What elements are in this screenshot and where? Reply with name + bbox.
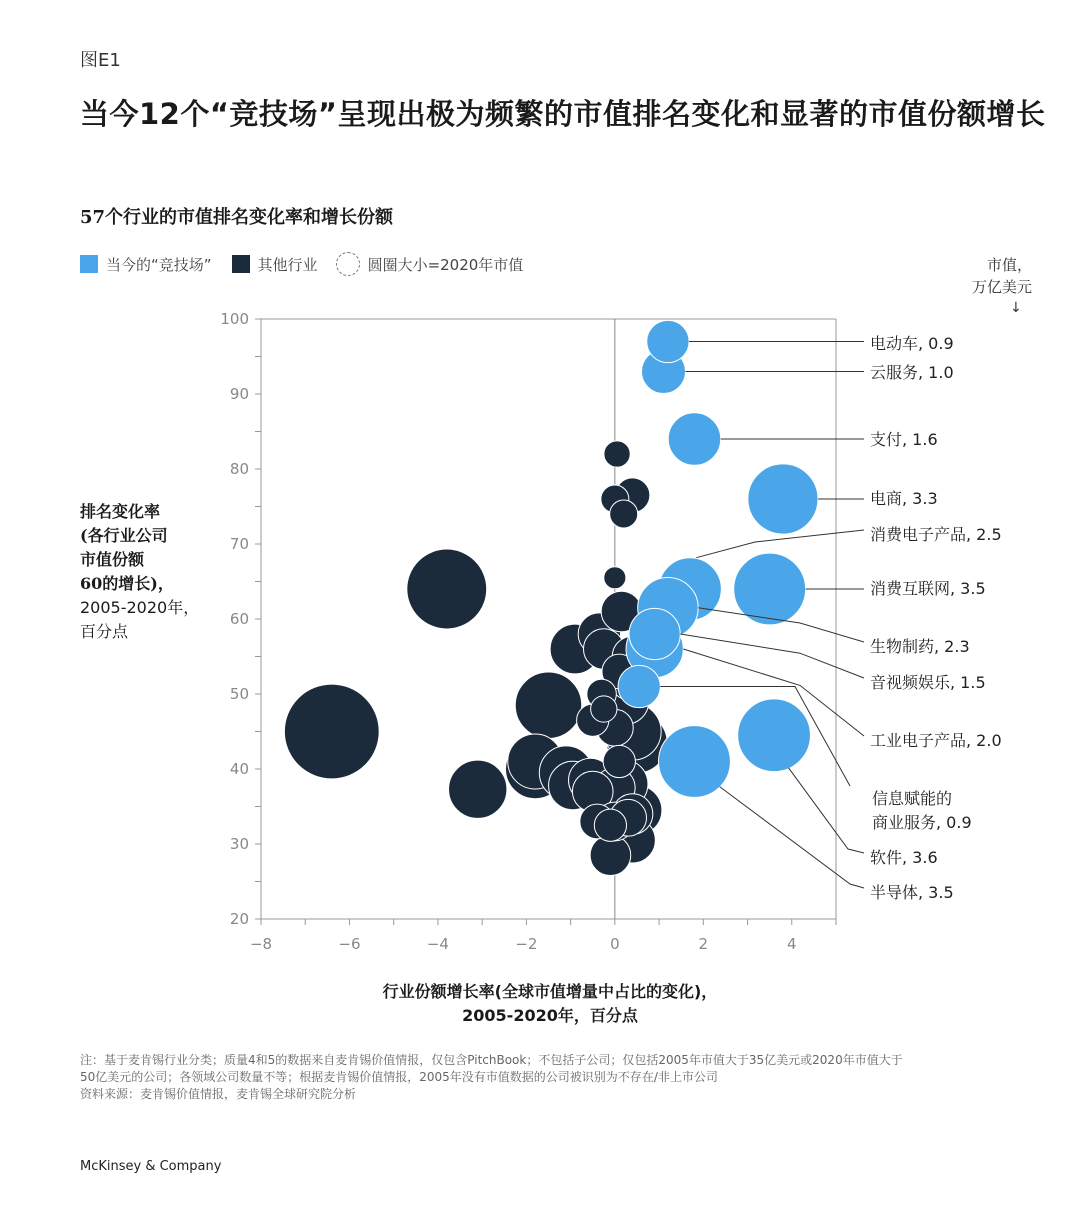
x-tick-label: −6 bbox=[338, 935, 361, 953]
arena-label: 电商, 3.3 bbox=[870, 489, 938, 508]
y-tick-label: 40 bbox=[229, 760, 249, 778]
other-industry-bubble bbox=[604, 441, 630, 467]
unit-line-2: 万亿美元 bbox=[971, 278, 1032, 296]
legend-label-arena: 当今的“竞技场” bbox=[106, 255, 212, 274]
callout-leader-line bbox=[789, 768, 864, 853]
arena-bubble bbox=[738, 699, 811, 772]
x-tick-label: 2 bbox=[698, 935, 709, 953]
ylabel-line: 市值份额 bbox=[80, 550, 145, 569]
ylabel-line: (各行业公司 bbox=[80, 526, 168, 545]
arena-label: 音视频娱乐, 1.5 bbox=[870, 673, 986, 692]
legend-label-size: 圆圈大小=2020年市值 bbox=[367, 255, 524, 274]
other-industry-bubble bbox=[449, 760, 507, 818]
arena-label: 半导体, 3.5 bbox=[870, 883, 954, 902]
other-industry-bubble bbox=[284, 684, 379, 779]
arena-label: 消费电子产品, 2.5 bbox=[870, 525, 1002, 544]
legend-label-other: 其他行业 bbox=[257, 255, 318, 274]
headline: 当今12个“竞技场”呈现出极为频繁的市值排名变化和显著的市值份额增长 bbox=[80, 97, 1046, 131]
footnote-line: 资料来源：麦肯锡价值情报，麦肯锡全球研究院分析 bbox=[80, 1087, 357, 1101]
x-tick-label: 4 bbox=[786, 935, 797, 953]
xlabel-line: 2005-2020年，百分点 bbox=[462, 1006, 638, 1025]
y-tick-label: 50 bbox=[229, 685, 249, 703]
other-industry-bubble bbox=[603, 745, 635, 777]
callout-leader-line bbox=[720, 787, 864, 888]
y-tick-label: 90 bbox=[229, 385, 249, 403]
other-industry-bubble bbox=[604, 567, 626, 589]
arena-label: 信息赋能的 bbox=[872, 789, 953, 808]
footnote-line: 注：基于麦肯锡行业分类；质量4和5的数据来自麦肯锡价值情报，仅包含PitchBook；不包括子公司；仅包括2005年市值大于35亿美元或2020年市值大于 bbox=[80, 1053, 903, 1067]
arena-label: 支付, 1.6 bbox=[870, 430, 938, 449]
arena-bubble bbox=[618, 665, 660, 707]
x-tick-label: −4 bbox=[426, 935, 449, 953]
x-axis-label bbox=[300, 980, 800, 1028]
ylabel-line: 百分点 bbox=[80, 622, 129, 641]
y-tick-label: 60 bbox=[229, 610, 249, 628]
other-industry-bubble bbox=[515, 672, 581, 738]
y-tick-label: 30 bbox=[229, 835, 249, 853]
other-industry-bubble bbox=[591, 696, 617, 722]
arena-label: 工业电子产品, 2.0 bbox=[870, 731, 1002, 750]
y-tick-label: 20 bbox=[229, 910, 249, 928]
ylabel-line: 排名变化率 bbox=[80, 502, 161, 521]
arena-label: 消费互联网, 3.5 bbox=[870, 579, 986, 598]
x-tick-label: −8 bbox=[249, 935, 273, 953]
brand-logo-text: McKinsey & Company bbox=[80, 1159, 222, 1174]
y-tick-label: 70 bbox=[229, 535, 249, 553]
arena-bubble bbox=[748, 464, 818, 534]
ylabel-line: 2005-2020年， bbox=[80, 598, 200, 617]
x-tick-label: 0 bbox=[610, 935, 620, 953]
x-tick-label: −2 bbox=[515, 935, 538, 953]
other-industry-bubble bbox=[407, 549, 487, 629]
unit-line-1: 市值， bbox=[986, 256, 1032, 274]
arena-label: 云服务, 1.0 bbox=[870, 363, 954, 382]
arena-bubble bbox=[647, 320, 689, 362]
ylabel-line: 60的增长)， bbox=[80, 574, 174, 593]
arena-label: 电动车, 0.9 bbox=[870, 334, 954, 353]
figure-label: 图E1 bbox=[80, 50, 121, 71]
y-tick-label: 80 bbox=[229, 460, 249, 478]
arena-bubble bbox=[668, 413, 720, 465]
arena-label: 生物制药, 2.3 bbox=[870, 637, 970, 656]
xlabel-line: 行业份额增长率(全球市值增量中占比的变化)， bbox=[382, 982, 718, 1001]
other-industry-bubble bbox=[594, 809, 626, 841]
arena-bubble bbox=[734, 553, 806, 625]
y-tick-label: 100 bbox=[220, 310, 249, 328]
arena-bubble bbox=[629, 608, 680, 659]
arena-label: 软件, 3.6 bbox=[870, 848, 938, 867]
chart-subtitle: 57个行业的市值排名变化率和增长份额 bbox=[80, 207, 394, 228]
footnote-line: 50亿美元的公司；各领域公司数量不等；根据麦肯锡价值情报，2005年没有市值数据的公司被识别为不存在/非上市公司 bbox=[80, 1070, 718, 1084]
footnote bbox=[80, 1052, 1045, 1103]
down-arrow-icon: ↓ bbox=[1010, 300, 1022, 316]
arena-label: 商业服务, 0.9 bbox=[872, 813, 972, 832]
other-industry-bubble bbox=[610, 500, 638, 528]
